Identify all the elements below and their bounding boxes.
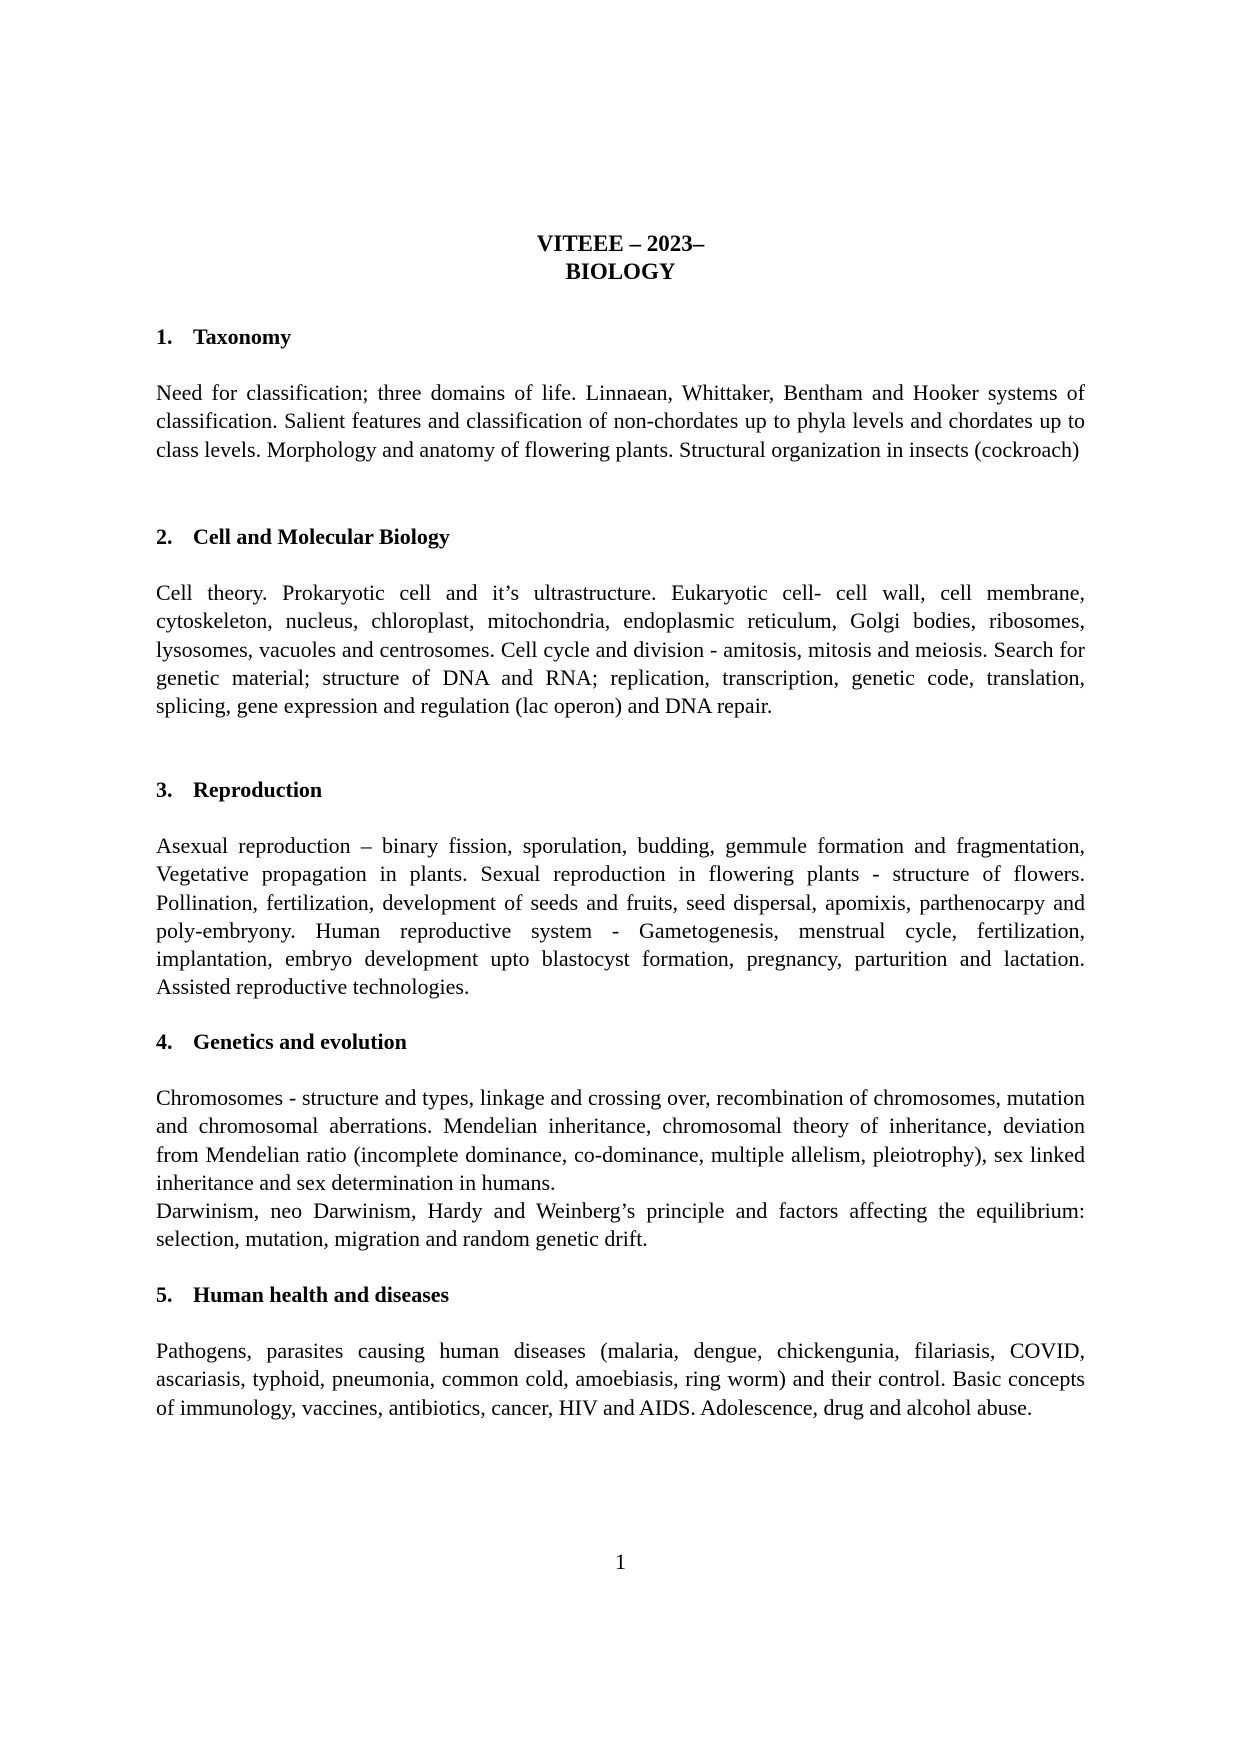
section-heading	[156, 1028, 1085, 1056]
section-heading	[156, 523, 1085, 551]
section-heading	[156, 1281, 1085, 1309]
section-paragraph: Need for classification; three domains of life. Linnaean, Whittaker, Bentham and Hooker systems of classification. Salient features and classification of non-chordates up to phyla levels and chordates up to class levels. Morphology and anatomy of flowering plants. Structural organization in insects (cockroach)	[156, 380, 1085, 462]
section-title: Human health and diseases	[193, 1282, 450, 1307]
section-number: 2.	[156, 524, 173, 549]
section-cell-molecular-biology	[156, 523, 1085, 720]
section-number: 1.	[156, 324, 173, 349]
section-paragraph: Cell theory. Prokaryotic cell and it’s ultrastructure. Eukaryotic cell- cell wall, cell membrane, cytoskeleton, nucleus, chloroplast, mitochondria, endoplasmic reticulum, Golgi bodies, ribosomes, lysosomes, vacuoles and centrosomes. Cell cycle and division - amitosis, mitosis and meiosis. Search for genetic material; structure of DNA and RNA; replication, transcription, genetic code, translation, splicing, gene expression and regulation (lac operon) and DNA repair.	[156, 580, 1085, 719]
page-number: 1	[615, 1549, 626, 1574]
section-paragraph: Pathogens, parasites causing human diseases (malaria, dengue, chickengunia, filariasis, COVID, ascariasis, typhoid, pneumonia, common cold, amoebiasis, ring worm) and their control. Basic concepts of immunology, vaccines, antibiotics, cancer, HIV and AIDS. Adolescence, drug and alcohol abuse.	[156, 1338, 1085, 1420]
section-taxonomy	[156, 323, 1085, 464]
section-heading	[156, 776, 1085, 804]
section-number: 3.	[156, 777, 173, 802]
section-heading	[156, 323, 1085, 351]
document-title: VITEEE – 2023–	[536, 231, 705, 256]
section-genetics-evolution	[156, 1028, 1085, 1254]
section-paragraph: Chromosomes - structure and types, linkage and crossing over, recombination of chromosomes, mutation and chromosomal aberrations. Mendelian inheritance, chromosomal theory of inheritance, deviation from Mendelian ratio (incomplete dominance, co-dominance, multiple allelism, pleiotrophy), sex linked inheritance and sex determination in humans.	[156, 1085, 1085, 1195]
section-title: Taxonomy	[193, 324, 292, 349]
section-number: 5.	[156, 1282, 173, 1307]
section-number: 4.	[156, 1029, 173, 1054]
section-human-health-diseases	[156, 1281, 1085, 1422]
document-subject: BIOLOGY	[565, 259, 676, 284]
section-title: Genetics and evolution	[193, 1029, 407, 1054]
section-title: Reproduction	[193, 777, 323, 802]
section-paragraph: Asexual reproduction – binary fission, sporulation, budding, gemmule formation and fragmentation, Vegetative propagation in plants. Sexual reproduction in flowering plants - structure of flowers. Pollination, fertilization, development of seeds and fruits, seed dispersal, apomixis, parthenocarpy and poly-embryony. Human reproductive system - Gametogenesis, menstrual cycle, fertilization, implantation, embryo development upto blastocyst formation, pregnancy, parturition and lactation. Assisted reproductive technologies.	[156, 833, 1085, 1000]
section-title: Cell and Molecular Biology	[193, 524, 450, 549]
section-paragraph: Darwinism, neo Darwinism, Hardy and Weinberg’s principle and factors affecting the equilibrium: selection, mutation, migration and random genetic drift.	[156, 1198, 1085, 1252]
section-reproduction	[156, 776, 1085, 1002]
